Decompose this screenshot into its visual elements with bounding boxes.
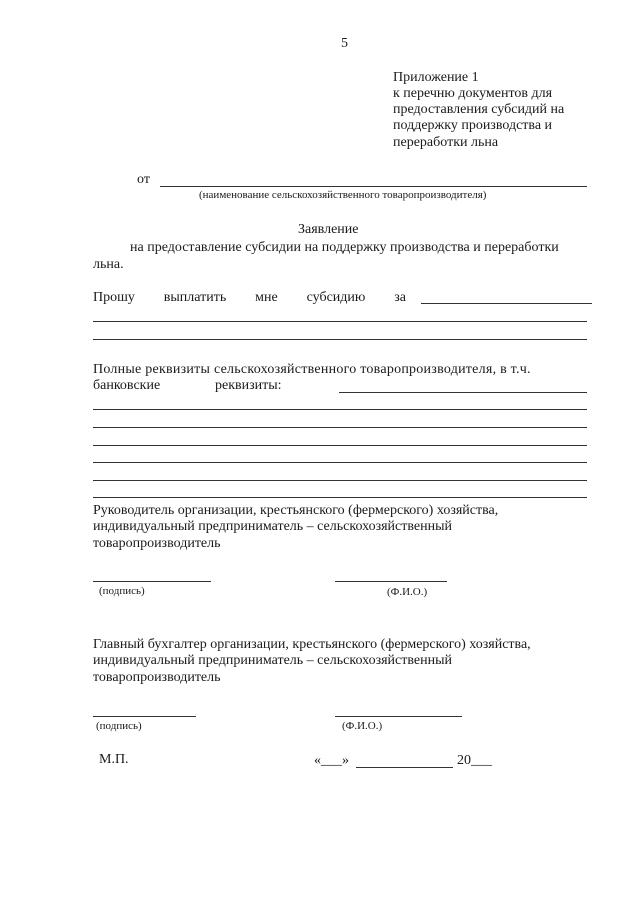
requisites-field-line[interactable] bbox=[93, 409, 587, 410]
requisites-label-a: банковские bbox=[93, 378, 161, 393]
accountant-line-3: товаропроизводитель bbox=[93, 670, 221, 685]
appendix-line-3: предоставления субсидий на bbox=[393, 102, 565, 117]
appendix-line-2: к перечню документов для bbox=[393, 86, 553, 101]
request-field-line[interactable] bbox=[93, 321, 587, 322]
from-caption: (наименование сельскохозяйственного товаропроизводителя) bbox=[199, 189, 487, 201]
appendix-line-1: Приложение 1 bbox=[393, 70, 479, 85]
requisites-field-line[interactable] bbox=[93, 427, 587, 428]
head-signature-caption: (подпись) bbox=[99, 585, 145, 597]
request-word: выплатить bbox=[163, 290, 227, 305]
requisites-field-line[interactable] bbox=[93, 462, 587, 463]
request-word: мне bbox=[255, 290, 278, 305]
head-line-2: индивидуальный предприниматель – сельскохозяйственный bbox=[93, 519, 452, 534]
accountant-signature-caption: (подпись) bbox=[96, 720, 142, 732]
from-label: от bbox=[137, 172, 150, 187]
document-title: Заявление bbox=[298, 222, 359, 237]
date-day-field[interactable]: «___» bbox=[314, 753, 349, 768]
head-line-1: Руководитель организации, крестьянского (фермерского) хозяйства, bbox=[93, 503, 499, 518]
request-word: субсидию bbox=[306, 290, 366, 305]
requisites-field-line[interactable] bbox=[93, 445, 587, 446]
request-period-field[interactable] bbox=[421, 303, 592, 304]
request-word: за bbox=[394, 290, 406, 305]
accountant-line-1: Главный бухгалтер организации, крестьянского (фермерского) хозяйства, bbox=[93, 637, 531, 652]
head-line-3: товаропроизводитель bbox=[93, 536, 221, 551]
stamp-label: М.П. bbox=[99, 752, 129, 767]
appendix-line-5: переработки льна bbox=[393, 135, 499, 150]
date-year-field[interactable]: 20___ bbox=[457, 753, 492, 768]
request-word: Прошу bbox=[93, 290, 135, 305]
requisites-heading: Полные реквизиты сельскохозяйственного товаропроизводителя, в т.ч. bbox=[93, 362, 531, 377]
requisites-label-b: реквизиты: bbox=[215, 378, 282, 393]
date-month-field[interactable] bbox=[356, 767, 453, 768]
from-field-line[interactable] bbox=[160, 186, 587, 187]
requisites-field-line[interactable] bbox=[93, 480, 587, 481]
head-name-caption: (Ф.И.О.) bbox=[387, 586, 428, 598]
appendix-line-4: поддержку производства и bbox=[393, 118, 553, 133]
accountant-signature-field[interactable] bbox=[93, 716, 196, 717]
accountant-name-field[interactable] bbox=[335, 716, 462, 717]
head-signature-field[interactable] bbox=[93, 581, 211, 582]
document-subtitle-1: на предоставление субсидии на поддержку производства и переработки bbox=[130, 240, 559, 255]
request-field-line[interactable] bbox=[93, 339, 587, 340]
requisites-field-line[interactable] bbox=[339, 392, 587, 393]
document-subtitle-2: льна. bbox=[93, 257, 124, 272]
accountant-line-2: индивидуальный предприниматель – сельскохозяйственный bbox=[93, 653, 452, 668]
head-name-field[interactable] bbox=[335, 581, 447, 582]
request-sentence bbox=[93, 290, 406, 306]
requisites-field-line[interactable] bbox=[93, 497, 587, 498]
accountant-name-caption: (Ф.И.О.) bbox=[342, 720, 383, 732]
page-number: 5 bbox=[341, 36, 348, 51]
